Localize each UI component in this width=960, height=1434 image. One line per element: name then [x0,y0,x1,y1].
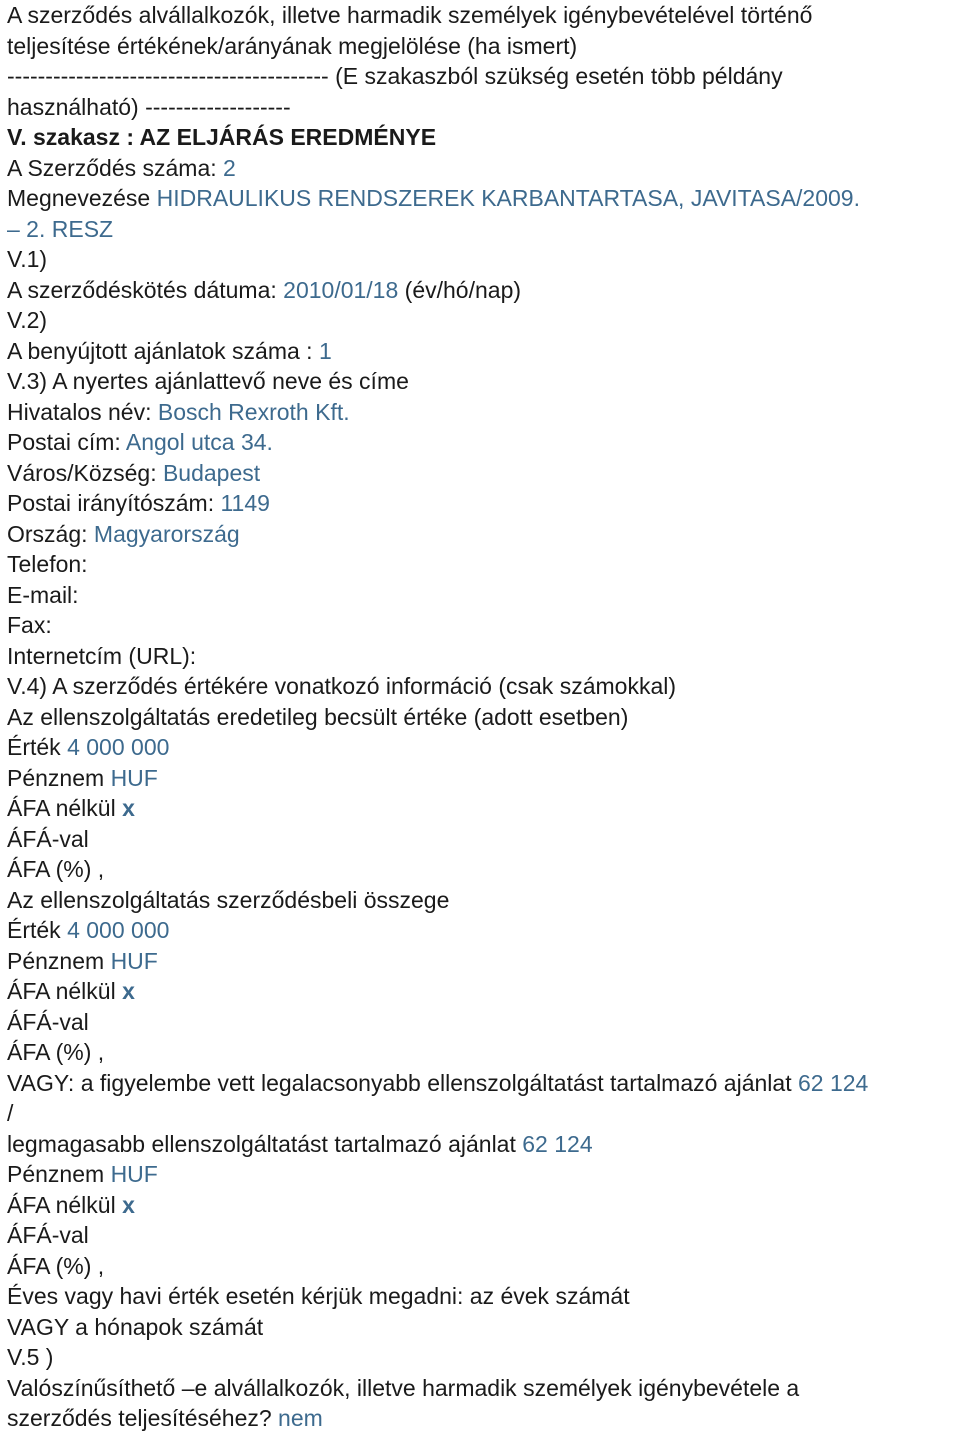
subcontractor-question-2: szerződés teljesítéséhez? [7,1405,279,1431]
date-label: A szerződéskötés dátuma: [7,276,284,303]
range-with-vat: ÁFÁ-val [7,1222,89,1248]
section-heading: V. szakasz : AZ ELJÁRÁS EREDMÉNYE [7,124,437,150]
v3-heading: V.3) A nyertes ajánlattevő neve és címe [7,368,409,394]
offers-row [7,336,960,367]
estimated-value-row [7,732,960,763]
city-label: Város/Község: [7,459,163,486]
offer-slash: / [7,1100,14,1126]
zip-value: 1149 [220,490,270,516]
highest-offer-label: legmagasabb ellenszolgáltatást tartalmazó ajánlat [7,1130,523,1157]
range-no-vat-label: ÁFA nélkül [7,1191,123,1218]
estimated-no-vat-row [7,793,960,824]
city-value: Budapest [162,459,261,486]
lowest-offer-row [7,1068,960,1099]
lowest-offer-value: 62 124 [797,1069,869,1096]
official-name-value: Bosch Rexroth Kft. [157,398,350,425]
contract-heading: Az ellenszolgáltatás szerződésbeli összege [7,886,450,913]
v2-label: V.2) [7,307,48,333]
estimated-currency-label: Pénznem [7,764,111,791]
range-vat-pct: ÁFA (%) , [7,1252,105,1279]
contract-value-row [7,915,960,946]
contract-value-label: Érték [7,917,68,943]
estimated-value-label: Érték [7,734,68,760]
email-label: E-mail: [7,581,79,608]
estimated-value: 4 000 000 [67,734,170,760]
contract-no-vat-label: ÁFA nélkül [7,978,123,1004]
intro-line-1: A szerződés alvállalkozók, illetve harmadik személyek igénybevételével történő [7,2,813,28]
name-value-2: – 2. RESZ [7,215,114,242]
contract-currency: HUF [110,947,158,974]
estimated-heading: Az ellenszolgáltatás eredetileg becsült értéke (adott esetben) [7,703,629,730]
range-no-vat-mark: x [122,1191,135,1218]
estimated-currency: HUF [110,764,158,791]
months-note: VAGY a hónapok számát [7,1313,264,1340]
contract-number-label: A Szerződés száma: [7,154,224,181]
date-row [7,275,960,306]
name-label: Megnevezése [7,185,157,211]
official-name-label: Hivatalos név: [7,398,158,425]
annual-note: Éves vagy havi érték esetén kérjük megadni: az évek számát [7,1283,630,1309]
offers-label: A benyújtott ajánlatok száma : [7,337,319,364]
intro-line-3: ------------------------------------------ (E szakaszból szükség esetén több példány [7,63,783,89]
contract-no-vat-mark: x [122,978,135,1004]
postal-address-value: Angol utca 34. [125,429,273,455]
estimated-no-vat-label: ÁFA nélkül [7,795,123,821]
subcontractor-question-row [7,1403,960,1434]
zip-label: Postai irányítószám: [7,490,221,516]
estimated-with-vat: ÁFÁ-val [7,825,89,852]
range-currency-row [7,1159,960,1190]
highest-offer-value: 62 124 [522,1130,593,1157]
contract-vat-pct: ÁFA (%) , [7,1039,105,1065]
v4-heading: V.4) A szerződés értékére vonatkozó információ (csak számokkal) [7,673,676,699]
contract-number-value: 2 [223,154,236,181]
offers-value: 1 [318,337,332,364]
highest-offer-row [7,1129,960,1160]
fax-label: Fax: [7,612,52,638]
contract-with-vat: ÁFÁ-val [7,1008,89,1035]
contract-no-vat-row [7,976,960,1007]
country-row [7,519,960,550]
intro-line-4: használható) ------------------- [7,93,291,120]
postal-address-row [7,427,960,458]
intro-line-2: teljesítése értékének/arányának megjelölése (ha ismert) [7,32,578,59]
range-currency: HUF [110,1161,158,1187]
date-value: 2010/01/18 [283,276,399,303]
estimated-currency-row [7,763,960,794]
estimated-vat-pct: ÁFA (%) , [7,856,105,882]
contract-currency-row [7,946,960,977]
estimated-no-vat-mark: x [122,795,135,821]
contract-number-row [7,153,960,184]
phone-label: Telefon: [7,551,88,577]
city-row [7,458,960,489]
name-value-1: HIDRAULIKUS RENDSZEREK KARBANTARTASA, JAVITASA/2009. [156,185,860,211]
range-no-vat-row [7,1190,960,1221]
postal-address-label: Postai cím: [7,429,126,455]
subcontractor-answer: nem [278,1405,323,1431]
range-currency-label: Pénznem [7,1161,111,1187]
country-label: Ország: [7,520,94,547]
zip-row [7,488,960,519]
contract-currency-label: Pénznem [7,947,111,974]
country-value: Magyarország [93,520,240,547]
official-name-row [7,397,960,428]
v1-label: V.1) [7,246,48,272]
contract-value: 4 000 000 [67,917,170,943]
lowest-offer-label: VAGY: a figyelembe vett legalacsonyabb ellenszolgáltatást tartalmazó ajánlat [7,1069,798,1096]
url-label: Internetcím (URL): [7,642,197,669]
name-row [7,183,960,214]
subcontractor-question-1: Valószínűsíthető –e alvállalkozók, illetve harmadik személyek igénybevétele a [7,1374,800,1401]
v5-label: V.5 ) [7,1344,54,1370]
date-suffix: (év/hó/nap) [398,276,522,303]
